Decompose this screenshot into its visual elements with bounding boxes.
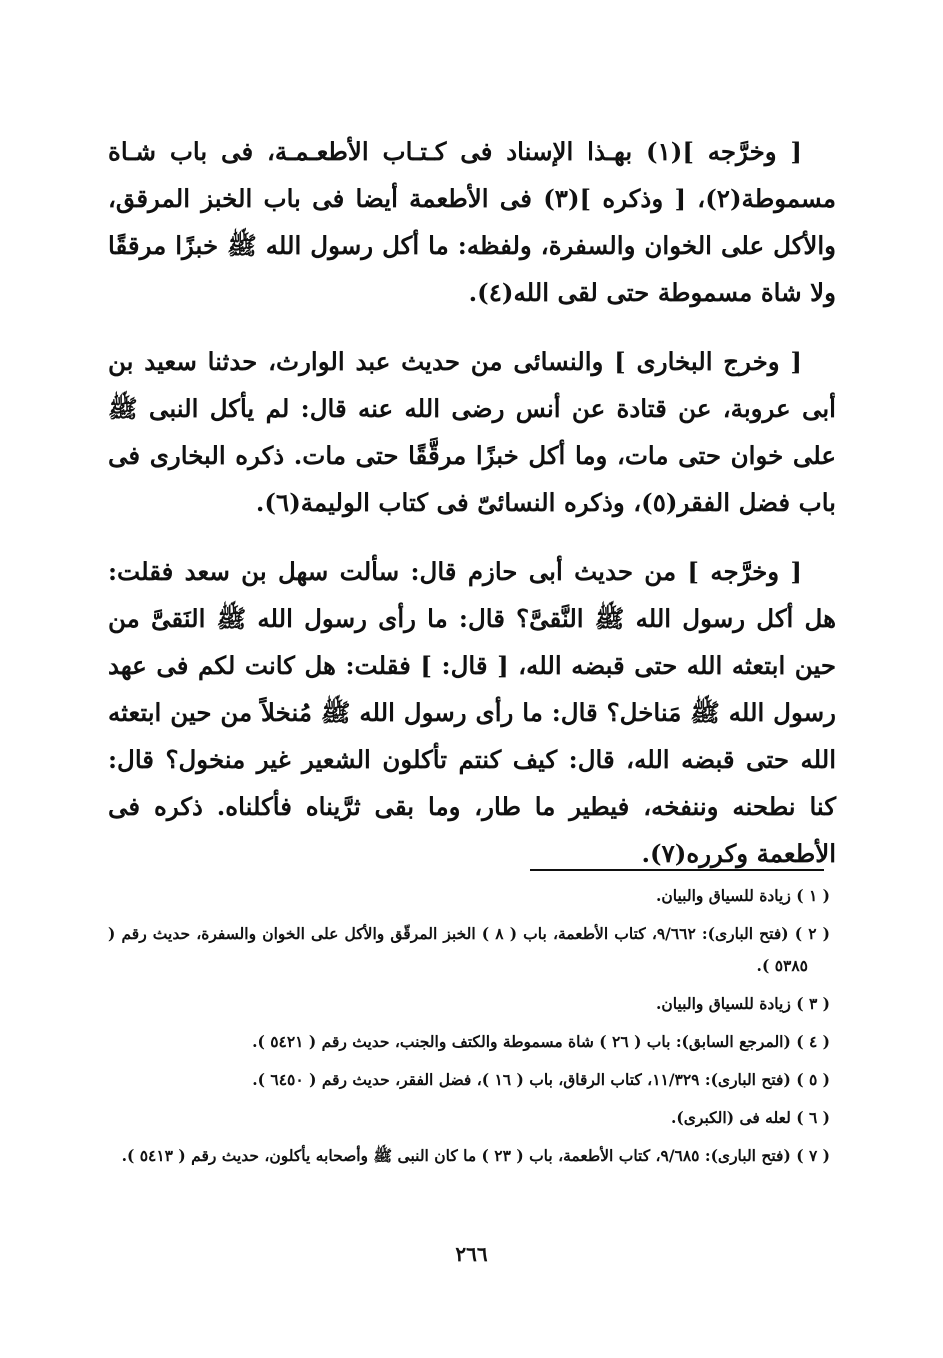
- footnote-divider: [530, 869, 824, 871]
- paragraph-1: [ وخرَّجه ](١) بهـذا الإسناد فى كـتـاب الأطعـمـة، فى باب شـاة مسموطة(٢)، [ وذكره ](٣) فى الأطعمة أيضا فى باب الخبز المرقق، والأكل على الخوان والسفرة، ولفظه: ما أكل رسول الله ﷺ خبزًا مرققًا ولا شاة مسموطة حتى لقى الله(٤).: [108, 137, 836, 307]
- paragraph-2: [ وخرج البخارى ] والنسائى من حديث عبد الوارث، حدثنا سعيد بن أبى عروبة، عن قتادة عن أنس رضى الله عنه قال: لم يأكل النبى ﷺ على خوان حتى مات، وما أكل خبزًا مرقَّقًا حتى مات. ذكره البخارى فى باب فضل الفقر(٥)، وذكره النسائىّ فى كتاب الوليمة(٦).: [108, 347, 836, 517]
- page-number: ٢٦٦: [455, 1242, 488, 1266]
- footnote-3: ( ٣ ) زيادة للسياق والبيان.: [655, 994, 830, 1013]
- footnote-1: ( ١ ) زيادة للسياق والبيان.: [655, 886, 830, 905]
- footnotes: [108, 880, 830, 1178]
- main-text: [108, 128, 836, 899]
- footnote-6: ( ٦ ) لعله فى (الكبرى).: [671, 1108, 830, 1127]
- footnote-5: ( ٥ ) (فتح البارى): ١١/٣٢٩، كتاب الرقاق، باب ( ١٦ )، فضل الفقر، حديث رقم ( ٦٤٥٠ ).: [252, 1070, 830, 1089]
- paragraph-3: [ وخرَّجه ] من حديث أبى حازم قال: سألت سهل بن سعد فقلت: هل أكل رسول الله ﷺ النَّقىَّ؟ قال: ما رأى رسول الله ﷺ النَقىَّ من حين ابتعثه الله حتى قبضه الله، [ قال: ] فقلت: هل كانت لكم فى عهد رسول الله ﷺ مَناخل؟ قال: ما رأى رسول الله ﷺ مُنخلاً من حين ابتعثه الله حتى قبضه الله، قال: كيف كنتم تأكلون الشعير غير منخول؟ قال: كنا نطحنه وننفخه، فيطير ما طار، وما بقى ثرَّيناه فأكلناه. ذكره فى الأطعمة وكرره(٧).: [108, 557, 836, 868]
- footnote-2: ( ٢ ) (فتح البارى): ٩/٦٦٢، كتاب الأطعمة، باب ( ٨ ) الخبز المرقّق والأكل على الخوان والسفرة، حديث رقم ( ٥٣٨٥ ).: [108, 924, 830, 975]
- footnote-4: ( ٤ ) (المرجع السابق): باب ( ٢٦ ) شاة مسموطة والكتف والجنب، حديث رقم ( ٥٤٢١ ).: [252, 1032, 830, 1051]
- footnote-7: ( ٧ ) (فتح البارى): ٩/٦٨٥، كتاب الأطعمة، باب ( ٢٣ ) ما كان النبى ﷺ وأصحابه يأكلون، حديث رقم ( ٥٤١٣ ).: [121, 1146, 830, 1165]
